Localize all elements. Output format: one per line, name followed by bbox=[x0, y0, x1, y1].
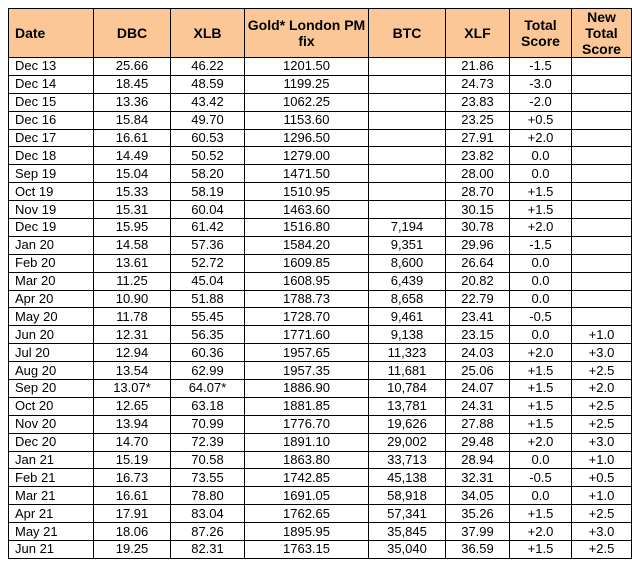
gold-cell: 1609.85 bbox=[245, 254, 369, 272]
total-score-cell: -2.0 bbox=[510, 93, 572, 111]
total-score-cell: 0.0 bbox=[510, 165, 572, 183]
date-cell: Jul 20 bbox=[9, 344, 94, 362]
table-body bbox=[9, 58, 632, 559]
date-cell: Oct 20 bbox=[9, 397, 94, 415]
xlf-cell: 21.86 bbox=[446, 58, 510, 76]
btc-cell: 45,138 bbox=[369, 469, 446, 487]
date-cell: Jan 21 bbox=[9, 451, 94, 469]
total-score-cell: -3.0 bbox=[510, 75, 572, 93]
gold-cell: 1608.95 bbox=[245, 272, 369, 290]
total-score-cell: +1.5 bbox=[510, 415, 572, 433]
new-total-score-cell bbox=[572, 165, 632, 183]
dbc-cell: 11.78 bbox=[94, 308, 171, 326]
gold-cell: 1742.85 bbox=[245, 469, 369, 487]
date-cell: Dec 20 bbox=[9, 433, 94, 451]
xlf-cell: 30.78 bbox=[446, 219, 510, 237]
xlb-cell: 60.53 bbox=[171, 129, 245, 147]
header-btc: BTC bbox=[369, 9, 446, 58]
table-row bbox=[9, 272, 632, 290]
gold-cell: 1788.73 bbox=[245, 290, 369, 308]
table-row bbox=[9, 505, 632, 523]
date-cell: Feb 21 bbox=[9, 469, 94, 487]
gold-cell: 1762.65 bbox=[245, 505, 369, 523]
dbc-cell: 15.04 bbox=[94, 165, 171, 183]
xlf-cell: 23.83 bbox=[446, 93, 510, 111]
date-cell: Nov 19 bbox=[9, 201, 94, 219]
table-row bbox=[9, 201, 632, 219]
xlf-cell: 24.73 bbox=[446, 75, 510, 93]
table-row bbox=[9, 219, 632, 237]
btc-cell bbox=[369, 93, 446, 111]
dbc-cell: 16.73 bbox=[94, 469, 171, 487]
xlb-cell: 58.20 bbox=[171, 165, 245, 183]
new-total-score-cell: +2.5 bbox=[572, 397, 632, 415]
xlf-cell: 28.70 bbox=[446, 183, 510, 201]
btc-cell: 10,784 bbox=[369, 380, 446, 398]
btc-cell: 13,781 bbox=[369, 397, 446, 415]
total-score-cell: +1.5 bbox=[510, 362, 572, 380]
gold-cell: 1891.10 bbox=[245, 433, 369, 451]
gold-cell: 1471.50 bbox=[245, 165, 369, 183]
total-score-cell: 0.0 bbox=[510, 290, 572, 308]
dbc-cell: 19.25 bbox=[94, 541, 171, 559]
total-score-cell: +2.0 bbox=[510, 433, 572, 451]
header-row bbox=[9, 9, 632, 58]
btc-cell: 9,138 bbox=[369, 326, 446, 344]
total-score-cell: 0.0 bbox=[510, 326, 572, 344]
table-row bbox=[9, 326, 632, 344]
new-total-score-cell bbox=[572, 93, 632, 111]
date-cell: May 21 bbox=[9, 523, 94, 541]
gold-cell: 1296.50 bbox=[245, 129, 369, 147]
new-total-score-cell: +1.0 bbox=[572, 326, 632, 344]
xlf-cell: 37.99 bbox=[446, 523, 510, 541]
date-cell: Dec 17 bbox=[9, 129, 94, 147]
btc-cell: 8,600 bbox=[369, 254, 446, 272]
btc-cell: 57,341 bbox=[369, 505, 446, 523]
dbc-cell: 12.94 bbox=[94, 344, 171, 362]
date-cell: Sep 20 bbox=[9, 380, 94, 398]
xlb-cell: 50.52 bbox=[171, 147, 245, 165]
table-row bbox=[9, 165, 632, 183]
table-row bbox=[9, 111, 632, 129]
total-score-cell: -0.5 bbox=[510, 308, 572, 326]
xlf-cell: 23.15 bbox=[446, 326, 510, 344]
dbc-cell: 10.90 bbox=[94, 290, 171, 308]
btc-cell bbox=[369, 75, 446, 93]
total-score-cell: +1.5 bbox=[510, 201, 572, 219]
new-total-score-cell bbox=[572, 75, 632, 93]
xlb-cell: 73.55 bbox=[171, 469, 245, 487]
xlb-cell: 62.99 bbox=[171, 362, 245, 380]
new-total-score-cell bbox=[572, 290, 632, 308]
table-row bbox=[9, 344, 632, 362]
date-cell: Dec 15 bbox=[9, 93, 94, 111]
new-total-score-cell bbox=[572, 308, 632, 326]
table-row bbox=[9, 487, 632, 505]
gold-cell: 1771.60 bbox=[245, 326, 369, 344]
dbc-cell: 25.66 bbox=[94, 58, 171, 76]
total-score-cell: -1.5 bbox=[510, 236, 572, 254]
total-score-cell: 0.0 bbox=[510, 147, 572, 165]
xlf-cell: 22.79 bbox=[446, 290, 510, 308]
table-row bbox=[9, 75, 632, 93]
new-total-score-cell: +2.5 bbox=[572, 362, 632, 380]
new-total-score-cell bbox=[572, 129, 632, 147]
xlf-cell: 23.41 bbox=[446, 308, 510, 326]
new-total-score-cell: +3.0 bbox=[572, 523, 632, 541]
table-row bbox=[9, 415, 632, 433]
date-cell: Dec 19 bbox=[9, 219, 94, 237]
gold-cell: 1062.25 bbox=[245, 93, 369, 111]
xlb-cell: 70.99 bbox=[171, 415, 245, 433]
new-total-score-cell bbox=[572, 254, 632, 272]
new-total-score-cell: +1.0 bbox=[572, 451, 632, 469]
new-total-score-cell bbox=[572, 236, 632, 254]
xlb-cell: 60.04 bbox=[171, 201, 245, 219]
new-total-score-cell bbox=[572, 201, 632, 219]
xlf-cell: 26.64 bbox=[446, 254, 510, 272]
date-cell: Mar 21 bbox=[9, 487, 94, 505]
gold-cell: 1584.20 bbox=[245, 236, 369, 254]
xlb-cell: 60.36 bbox=[171, 344, 245, 362]
header-xlb: XLB bbox=[171, 9, 245, 58]
xlb-cell: 87.26 bbox=[171, 523, 245, 541]
btc-cell: 7,194 bbox=[369, 219, 446, 237]
dbc-cell: 14.70 bbox=[94, 433, 171, 451]
xlf-cell: 27.91 bbox=[446, 129, 510, 147]
xlb-cell: 45.04 bbox=[171, 272, 245, 290]
gold-cell: 1691.05 bbox=[245, 487, 369, 505]
table-row bbox=[9, 129, 632, 147]
gold-cell: 1516.80 bbox=[245, 219, 369, 237]
gold-cell: 1881.85 bbox=[245, 397, 369, 415]
xlb-cell: 61.42 bbox=[171, 219, 245, 237]
dbc-cell: 16.61 bbox=[94, 129, 171, 147]
dbc-cell: 15.33 bbox=[94, 183, 171, 201]
gold-cell: 1763.15 bbox=[245, 541, 369, 559]
btc-cell: 9,461 bbox=[369, 308, 446, 326]
xlf-cell: 29.96 bbox=[446, 236, 510, 254]
gold-cell: 1728.70 bbox=[245, 308, 369, 326]
xlb-cell: 49.70 bbox=[171, 111, 245, 129]
xlf-cell: 28.00 bbox=[446, 165, 510, 183]
xlb-cell: 46.22 bbox=[171, 58, 245, 76]
btc-cell: 33,713 bbox=[369, 451, 446, 469]
date-cell: Dec 14 bbox=[9, 75, 94, 93]
btc-cell bbox=[369, 183, 446, 201]
dbc-cell: 12.65 bbox=[94, 397, 171, 415]
total-score-cell: +2.0 bbox=[510, 344, 572, 362]
table-row bbox=[9, 397, 632, 415]
total-score-cell: -0.5 bbox=[510, 469, 572, 487]
table-row bbox=[9, 290, 632, 308]
table-row bbox=[9, 523, 632, 541]
new-total-score-cell bbox=[572, 183, 632, 201]
table-header bbox=[9, 9, 632, 58]
date-cell: Jan 20 bbox=[9, 236, 94, 254]
table-row bbox=[9, 236, 632, 254]
dbc-cell: 13.07* bbox=[94, 380, 171, 398]
date-cell: Feb 20 bbox=[9, 254, 94, 272]
dbc-cell: 17.91 bbox=[94, 505, 171, 523]
new-total-score-cell: +2.5 bbox=[572, 415, 632, 433]
gold-cell: 1279.00 bbox=[245, 147, 369, 165]
btc-cell: 9,351 bbox=[369, 236, 446, 254]
xlf-cell: 23.82 bbox=[446, 147, 510, 165]
dbc-cell: 13.54 bbox=[94, 362, 171, 380]
btc-cell: 35,845 bbox=[369, 523, 446, 541]
total-score-cell: +1.5 bbox=[510, 541, 572, 559]
xlf-cell: 24.07 bbox=[446, 380, 510, 398]
date-cell: May 20 bbox=[9, 308, 94, 326]
dbc-cell: 13.61 bbox=[94, 254, 171, 272]
total-score-cell: 0.0 bbox=[510, 451, 572, 469]
score-table bbox=[8, 8, 632, 559]
total-score-cell: +0.5 bbox=[510, 111, 572, 129]
new-total-score-cell bbox=[572, 111, 632, 129]
table-row bbox=[9, 93, 632, 111]
new-total-score-cell: +3.0 bbox=[572, 344, 632, 362]
date-cell: Jun 21 bbox=[9, 541, 94, 559]
total-score-cell: 0.0 bbox=[510, 272, 572, 290]
btc-cell bbox=[369, 147, 446, 165]
new-total-score-cell: +1.0 bbox=[572, 487, 632, 505]
total-score-cell: +2.0 bbox=[510, 129, 572, 147]
xlf-cell: 34.05 bbox=[446, 487, 510, 505]
xlb-cell: 48.59 bbox=[171, 75, 245, 93]
new-total-score-cell bbox=[572, 219, 632, 237]
xlb-cell: 58.19 bbox=[171, 183, 245, 201]
dbc-cell: 18.45 bbox=[94, 75, 171, 93]
total-score-cell: +1.5 bbox=[510, 183, 572, 201]
gold-cell: 1957.65 bbox=[245, 344, 369, 362]
xlf-cell: 32.31 bbox=[446, 469, 510, 487]
date-cell: Oct 19 bbox=[9, 183, 94, 201]
date-cell: Dec 18 bbox=[9, 147, 94, 165]
xlf-cell: 27.88 bbox=[446, 415, 510, 433]
score-table-container bbox=[8, 8, 632, 559]
dbc-cell: 13.36 bbox=[94, 93, 171, 111]
btc-cell bbox=[369, 201, 446, 219]
new-total-score-cell bbox=[572, 272, 632, 290]
new-total-score-cell bbox=[572, 58, 632, 76]
total-score-cell: 0.0 bbox=[510, 254, 572, 272]
xlb-cell: 51.88 bbox=[171, 290, 245, 308]
gold-cell: 1199.25 bbox=[245, 75, 369, 93]
gold-cell: 1957.35 bbox=[245, 362, 369, 380]
btc-cell bbox=[369, 129, 446, 147]
total-score-cell: 0.0 bbox=[510, 487, 572, 505]
xlb-cell: 56.35 bbox=[171, 326, 245, 344]
gold-cell: 1153.60 bbox=[245, 111, 369, 129]
xlf-cell: 30.15 bbox=[446, 201, 510, 219]
dbc-cell: 15.31 bbox=[94, 201, 171, 219]
xlf-cell: 24.03 bbox=[446, 344, 510, 362]
table-row bbox=[9, 362, 632, 380]
gold-cell: 1863.80 bbox=[245, 451, 369, 469]
dbc-cell: 13.94 bbox=[94, 415, 171, 433]
total-score-cell: +2.0 bbox=[510, 523, 572, 541]
date-cell: Apr 21 bbox=[9, 505, 94, 523]
btc-cell: 58,918 bbox=[369, 487, 446, 505]
table-row bbox=[9, 433, 632, 451]
xlb-cell: 43.42 bbox=[171, 93, 245, 111]
new-total-score-cell: +2.5 bbox=[572, 505, 632, 523]
total-score-cell: +1.5 bbox=[510, 397, 572, 415]
btc-cell bbox=[369, 165, 446, 183]
btc-cell: 11,681 bbox=[369, 362, 446, 380]
xlb-cell: 83.04 bbox=[171, 505, 245, 523]
gold-cell: 1886.90 bbox=[245, 380, 369, 398]
xlb-cell: 57.36 bbox=[171, 236, 245, 254]
gold-cell: 1776.70 bbox=[245, 415, 369, 433]
dbc-cell: 15.95 bbox=[94, 219, 171, 237]
xlf-cell: 20.82 bbox=[446, 272, 510, 290]
xlf-cell: 25.06 bbox=[446, 362, 510, 380]
dbc-cell: 12.31 bbox=[94, 326, 171, 344]
xlf-cell: 28.94 bbox=[446, 451, 510, 469]
total-score-cell: +1.5 bbox=[510, 505, 572, 523]
xlf-cell: 29.48 bbox=[446, 433, 510, 451]
new-total-score-cell bbox=[572, 147, 632, 165]
dbc-cell: 15.19 bbox=[94, 451, 171, 469]
dbc-cell: 14.58 bbox=[94, 236, 171, 254]
table-row bbox=[9, 308, 632, 326]
btc-cell: 8,658 bbox=[369, 290, 446, 308]
table-row bbox=[9, 469, 632, 487]
xlb-cell: 78.80 bbox=[171, 487, 245, 505]
table-row bbox=[9, 451, 632, 469]
table-row bbox=[9, 254, 632, 272]
gold-cell: 1201.50 bbox=[245, 58, 369, 76]
btc-cell bbox=[369, 58, 446, 76]
new-total-score-cell: +0.5 bbox=[572, 469, 632, 487]
btc-cell: 6,439 bbox=[369, 272, 446, 290]
btc-cell: 19,626 bbox=[369, 415, 446, 433]
date-cell: Mar 20 bbox=[9, 272, 94, 290]
date-cell: Sep 19 bbox=[9, 165, 94, 183]
date-cell: Aug 20 bbox=[9, 362, 94, 380]
total-score-cell: +2.0 bbox=[510, 219, 572, 237]
table-row bbox=[9, 58, 632, 76]
dbc-cell: 14.49 bbox=[94, 147, 171, 165]
btc-cell: 11,323 bbox=[369, 344, 446, 362]
xlb-cell: 55.45 bbox=[171, 308, 245, 326]
date-cell: Dec 13 bbox=[9, 58, 94, 76]
btc-cell: 29,002 bbox=[369, 433, 446, 451]
table-row bbox=[9, 541, 632, 559]
xlb-cell: 82.31 bbox=[171, 541, 245, 559]
dbc-cell: 15.84 bbox=[94, 111, 171, 129]
header-date: Date bbox=[9, 9, 94, 58]
xlf-cell: 36.59 bbox=[446, 541, 510, 559]
xlb-cell: 72.39 bbox=[171, 433, 245, 451]
total-score-cell: +1.5 bbox=[510, 380, 572, 398]
table-row bbox=[9, 147, 632, 165]
dbc-cell: 18.06 bbox=[94, 523, 171, 541]
xlb-cell: 52.72 bbox=[171, 254, 245, 272]
xlb-cell: 63.18 bbox=[171, 397, 245, 415]
date-cell: Nov 20 bbox=[9, 415, 94, 433]
xlb-cell: 70.58 bbox=[171, 451, 245, 469]
xlf-cell: 23.25 bbox=[446, 111, 510, 129]
dbc-cell: 16.61 bbox=[94, 487, 171, 505]
date-cell: Jun 20 bbox=[9, 326, 94, 344]
table-row bbox=[9, 380, 632, 398]
gold-cell: 1895.95 bbox=[245, 523, 369, 541]
total-score-cell: -1.5 bbox=[510, 58, 572, 76]
gold-cell: 1510.95 bbox=[245, 183, 369, 201]
date-cell: Apr 20 bbox=[9, 290, 94, 308]
gold-cell: 1463.60 bbox=[245, 201, 369, 219]
table-row bbox=[9, 183, 632, 201]
new-total-score-cell: +2.5 bbox=[572, 541, 632, 559]
xlf-cell: 24.31 bbox=[446, 397, 510, 415]
new-total-score-cell: +2.0 bbox=[572, 380, 632, 398]
header-dbc: DBC bbox=[94, 9, 171, 58]
xlb-cell: 64.07* bbox=[171, 380, 245, 398]
btc-cell: 35,040 bbox=[369, 541, 446, 559]
dbc-cell: 11.25 bbox=[94, 272, 171, 290]
header-total-score: Total Score bbox=[510, 9, 572, 58]
header-xlf: XLF bbox=[446, 9, 510, 58]
new-total-score-cell: +3.0 bbox=[572, 433, 632, 451]
header-new-total-score: New Total Score bbox=[572, 9, 632, 58]
btc-cell bbox=[369, 111, 446, 129]
xlf-cell: 35.26 bbox=[446, 505, 510, 523]
date-cell: Dec 16 bbox=[9, 111, 94, 129]
header-gold: Gold* London PM fix bbox=[245, 9, 369, 58]
